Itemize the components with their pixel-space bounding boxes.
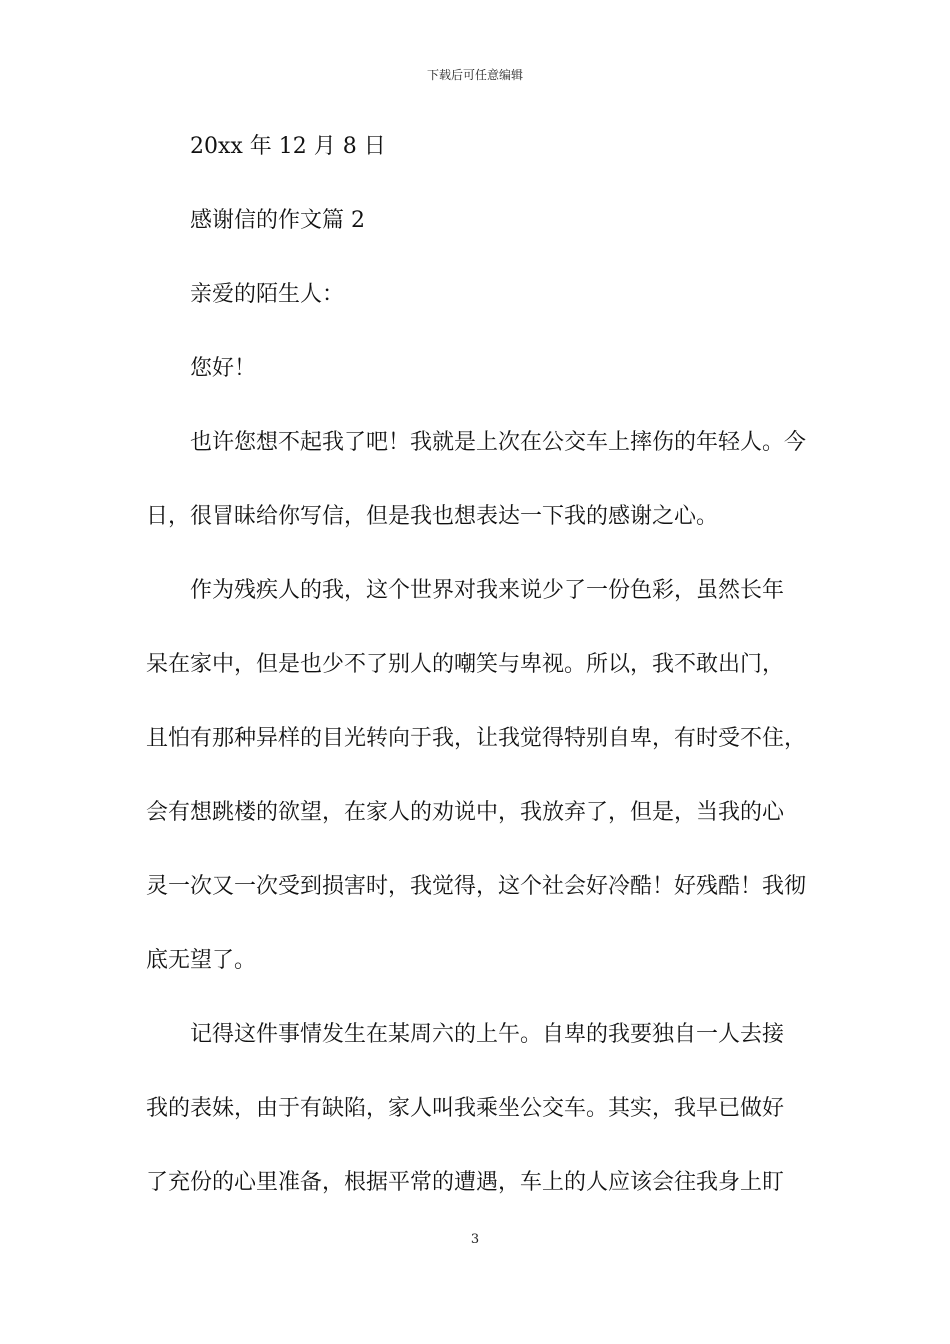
text-line: 了充份的心里准备，根据平常的遭遇，车上的人应该会往我身上盯: [146, 1170, 785, 1195]
text-line: 呆在家中，但是也少不了别人的嘲笑与卑视。所以，我不敢出门，: [146, 652, 785, 677]
text-line: 也许您想不起我了吧！我就是上次在公交车上摔伤的年轻人。今: [190, 430, 807, 455]
text-line: 且怕有那种异样的目光转向于我，让我觉得特别自卑，有时受不住，: [146, 726, 807, 751]
header-note: 下载后可任意编辑: [426, 68, 523, 82]
text-line: 日，很冒昧给你写信，但是我也想表达一下我的感谢之心。: [146, 504, 719, 529]
text-line: 感谢信的作文篇 2: [190, 208, 365, 233]
text-line: 亲爱的陌生人：: [190, 282, 345, 307]
text-line: 底无望了。: [146, 948, 257, 973]
text-line: 会有想跳楼的欲望，在家人的劝说中，我放弃了，但是，当我的心: [146, 800, 785, 825]
text-line: 记得这件事情发生在某周六的上午。自卑的我要独自一人去接: [190, 1022, 785, 1047]
text-line: 20xx 年 12 月 8 日: [190, 134, 386, 159]
text-line: 灵一次又一次受到损害时，我觉得，这个社会好冷酷！好残酷！我彻: [146, 874, 807, 899]
text-line: 您好！: [190, 356, 257, 381]
text-line: 作为残疾人的我，这个世界对我来说少了一份色彩，虽然长年: [190, 578, 785, 603]
page-number: 3: [470, 1232, 480, 1247]
text-line: 我的表妹，由于有缺陷，家人叫我乘坐公交车。其实，我早已做好: [146, 1096, 785, 1121]
letter-body: [146, 128, 826, 1238]
